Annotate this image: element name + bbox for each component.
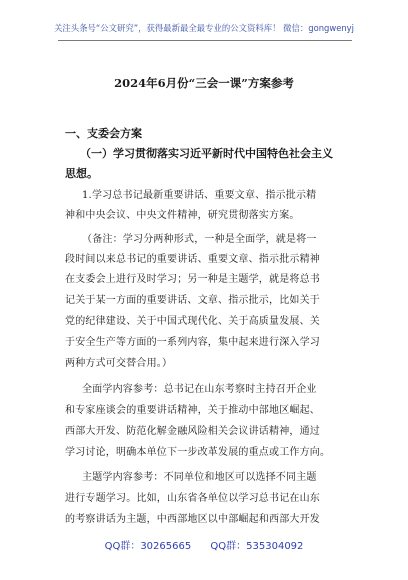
body-line: （备注：学习分两种形式，一种是全面学，就是将一 <box>82 234 317 245</box>
footer-qq-group-1: QQ群：30265665 <box>104 541 192 552</box>
header-divider <box>58 40 352 41</box>
body-line: 1.学习总书记最新重要讲话、重要文章、指示批示精 <box>82 190 317 201</box>
body-line: 和专家座谈会的重要讲话精神，关于推动中部地区崛起、 <box>65 405 320 416</box>
body-line: 党的纪律建设、关于中国式现代化、关于高质量发展、关 <box>65 316 320 327</box>
body-line: 的考察讲话为主题，中西部地区以中部崛起和西部大开发 <box>65 514 320 525</box>
footer-qq-group-2: QQ群：535304092 <box>210 541 304 552</box>
body-line: 记关于某一方面的重要讲话、文章、指示批示，比如关于 <box>65 295 320 306</box>
body-line: 神和中央会议、中央文件精神，研究贯彻落实方案。 <box>65 210 300 221</box>
subsection-heading-line-2: 思想。 <box>65 167 98 180</box>
document-title: 2024年6月份“三会一课”方案参考 <box>114 76 294 90</box>
body-line: 全面学内容参考：总书记在山东考察时主持召开企业 <box>82 384 317 395</box>
page-footer <box>0 537 408 552</box>
body-line: 学习讨论，明确本单位下一步改革发展的重点或工作方向。 <box>65 447 331 458</box>
body-line: 主题学内容参考：不同单位和地区可以选择不同主题 <box>82 472 317 483</box>
section-heading: 一、支委会方案 <box>65 127 142 140</box>
subsection-heading-line-1: （一）学习贯彻落实习近平新时代中国特色社会主义 <box>80 147 333 160</box>
body-line: 进行专题学习。比如，山东省各单位以学习总书记在山东 <box>65 493 320 504</box>
body-line: 在支委会上进行及时学习；另一种是主题学，就是将总书 <box>65 274 320 285</box>
body-line: 段时间以来总书记的重要讲话、重要文章、指示批示精神 <box>65 254 320 265</box>
page-header-banner: 关注头条号“公文研究”，获得最新最全最专业的公文资料库！ 微信：gongwenyj <box>54 23 354 33</box>
body-line: 于安全生产等方面的一系列内容，集中起来进行深入学习 <box>65 337 320 348</box>
body-line: 西部大开发、防范化解金融风险相关会议讲话精神，通过 <box>65 426 320 437</box>
body-line: 两种方式可交替合用。） <box>65 358 173 369</box>
